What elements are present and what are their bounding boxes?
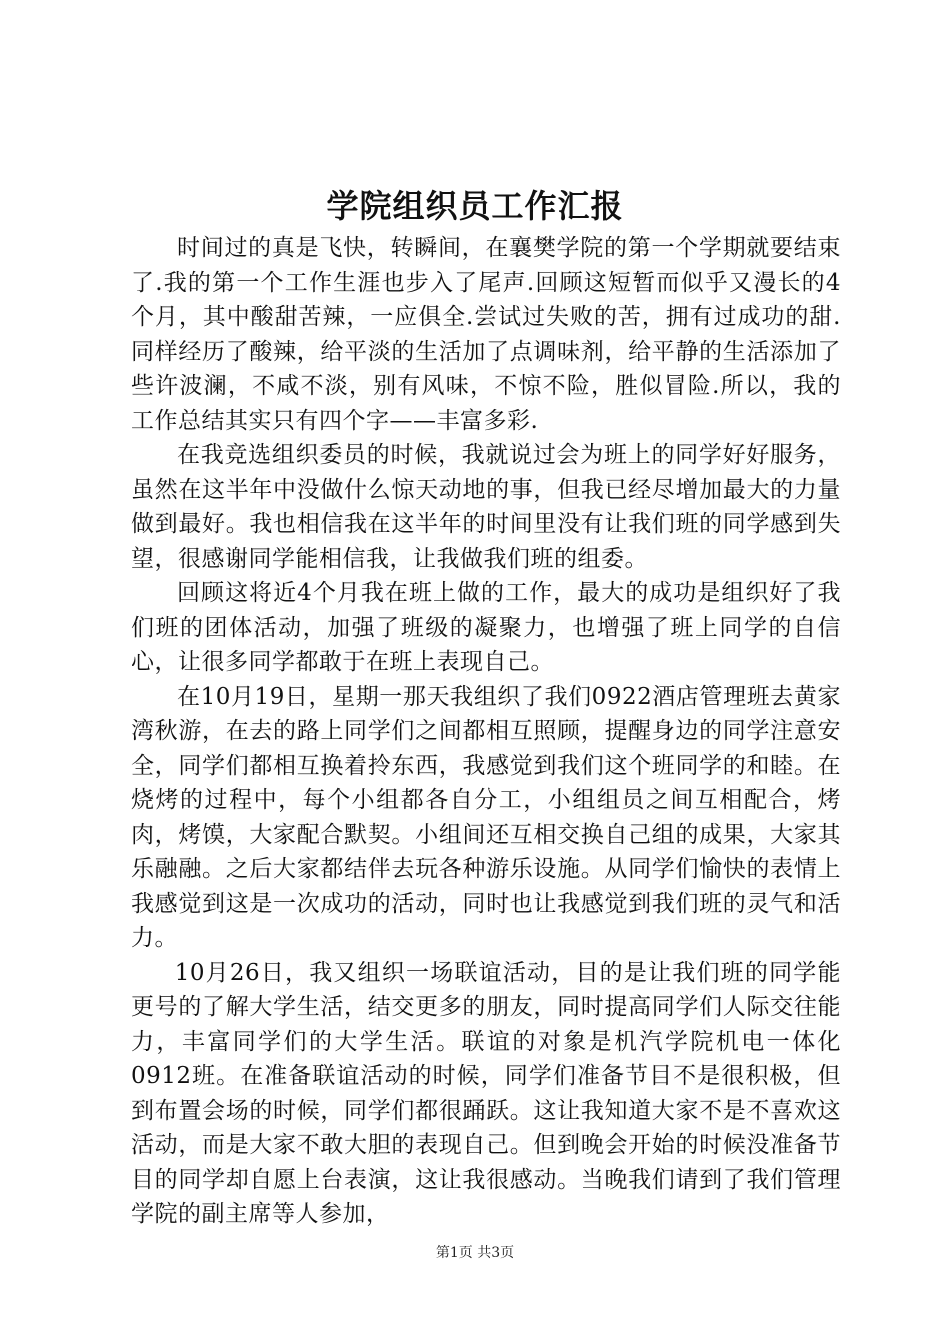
paragraph-5: 10月26日，我又组织一场联谊活动，目的是让我们班的同学能更号的了解大学生活，结交更多的朋友，同时提高同学们人际交往能力，丰富同学们的大学生活。联谊的对象是机汽学院机电一体化0912班。在准备联谊活动的时候，同学们准备节目不是很积极，但到布置会场的时候，同学们都很踊跃。这让我知道大家不是不喜欢这活动，而是大家不敢大胆的表现自己。但到晚会开始的时候没准备节目的同学却自愿上台表演，这让我很感动。当晚我们请到了我们管理学院的副主席等人参加， xyxy=(131,959,841,1227)
document-body xyxy=(131,231,841,1232)
paragraph-1: 时间过的真是飞快，转瞬间，在襄樊学院的第一个学期就要结束了.我的第一个工作生涯也步入了尾声.回顾这短暂而似乎又漫长的4个月，其中酸甜苦辣，一应俱全.尝试过失败的苦，拥有过成功的甜.同样经历了酸辣，给平淡的生活加了点调味剂，给平静的生活添加了些许波澜，不咸不淡，别有风味，不惊不险，胜似冒险.所以，我的工作总结其实只有四个字——丰富多彩. xyxy=(131,235,841,434)
page-footer: 第1页 共3页 xyxy=(435,1245,515,1261)
paragraph-4: 在10月19日，星期一那天我组织了我们0922酒店管理班去黄家湾秋游，在去的路上同学们之间都相互照顾，提醒身边的同学注意安全，同学们都相互换着拎东西，我感觉到我们这个班同学的和睦。在烧烤的过程中，每个小组都各自分工，小组组员之间互相配合，烤肉，烤馍，大家配合默契。小组间还互相交换自己组的成果，大家其乐融融。之后大家都结伴去玩各种游乐设施。从同学们愉快的表情上我感觉到这是一次成功的活动，同时也让我感觉到我们班的灵气和活力。 xyxy=(131,683,841,951)
document-title: 学院组织员工作汇报 xyxy=(326,187,624,225)
paragraph-2: 在我竞选组织委员的时候，我就说过会为班上的同学好好服务，虽然在这半年中没做什么惊天动地的事，但我已经尽增加最大的力量做到最好。我也相信我在这半年的时间里没有让我们班的同学感到失望，很感谢同学能相信我，让我做我们班的组委。 xyxy=(131,442,841,572)
paragraph-3: 回顾这将近4个月我在班上做的工作，最大的成功是组织好了我们班的团体活动，加强了班级的凝聚力，也增强了班上同学的自信心，让很多同学都敢于在班上表现自己。 xyxy=(131,580,841,675)
